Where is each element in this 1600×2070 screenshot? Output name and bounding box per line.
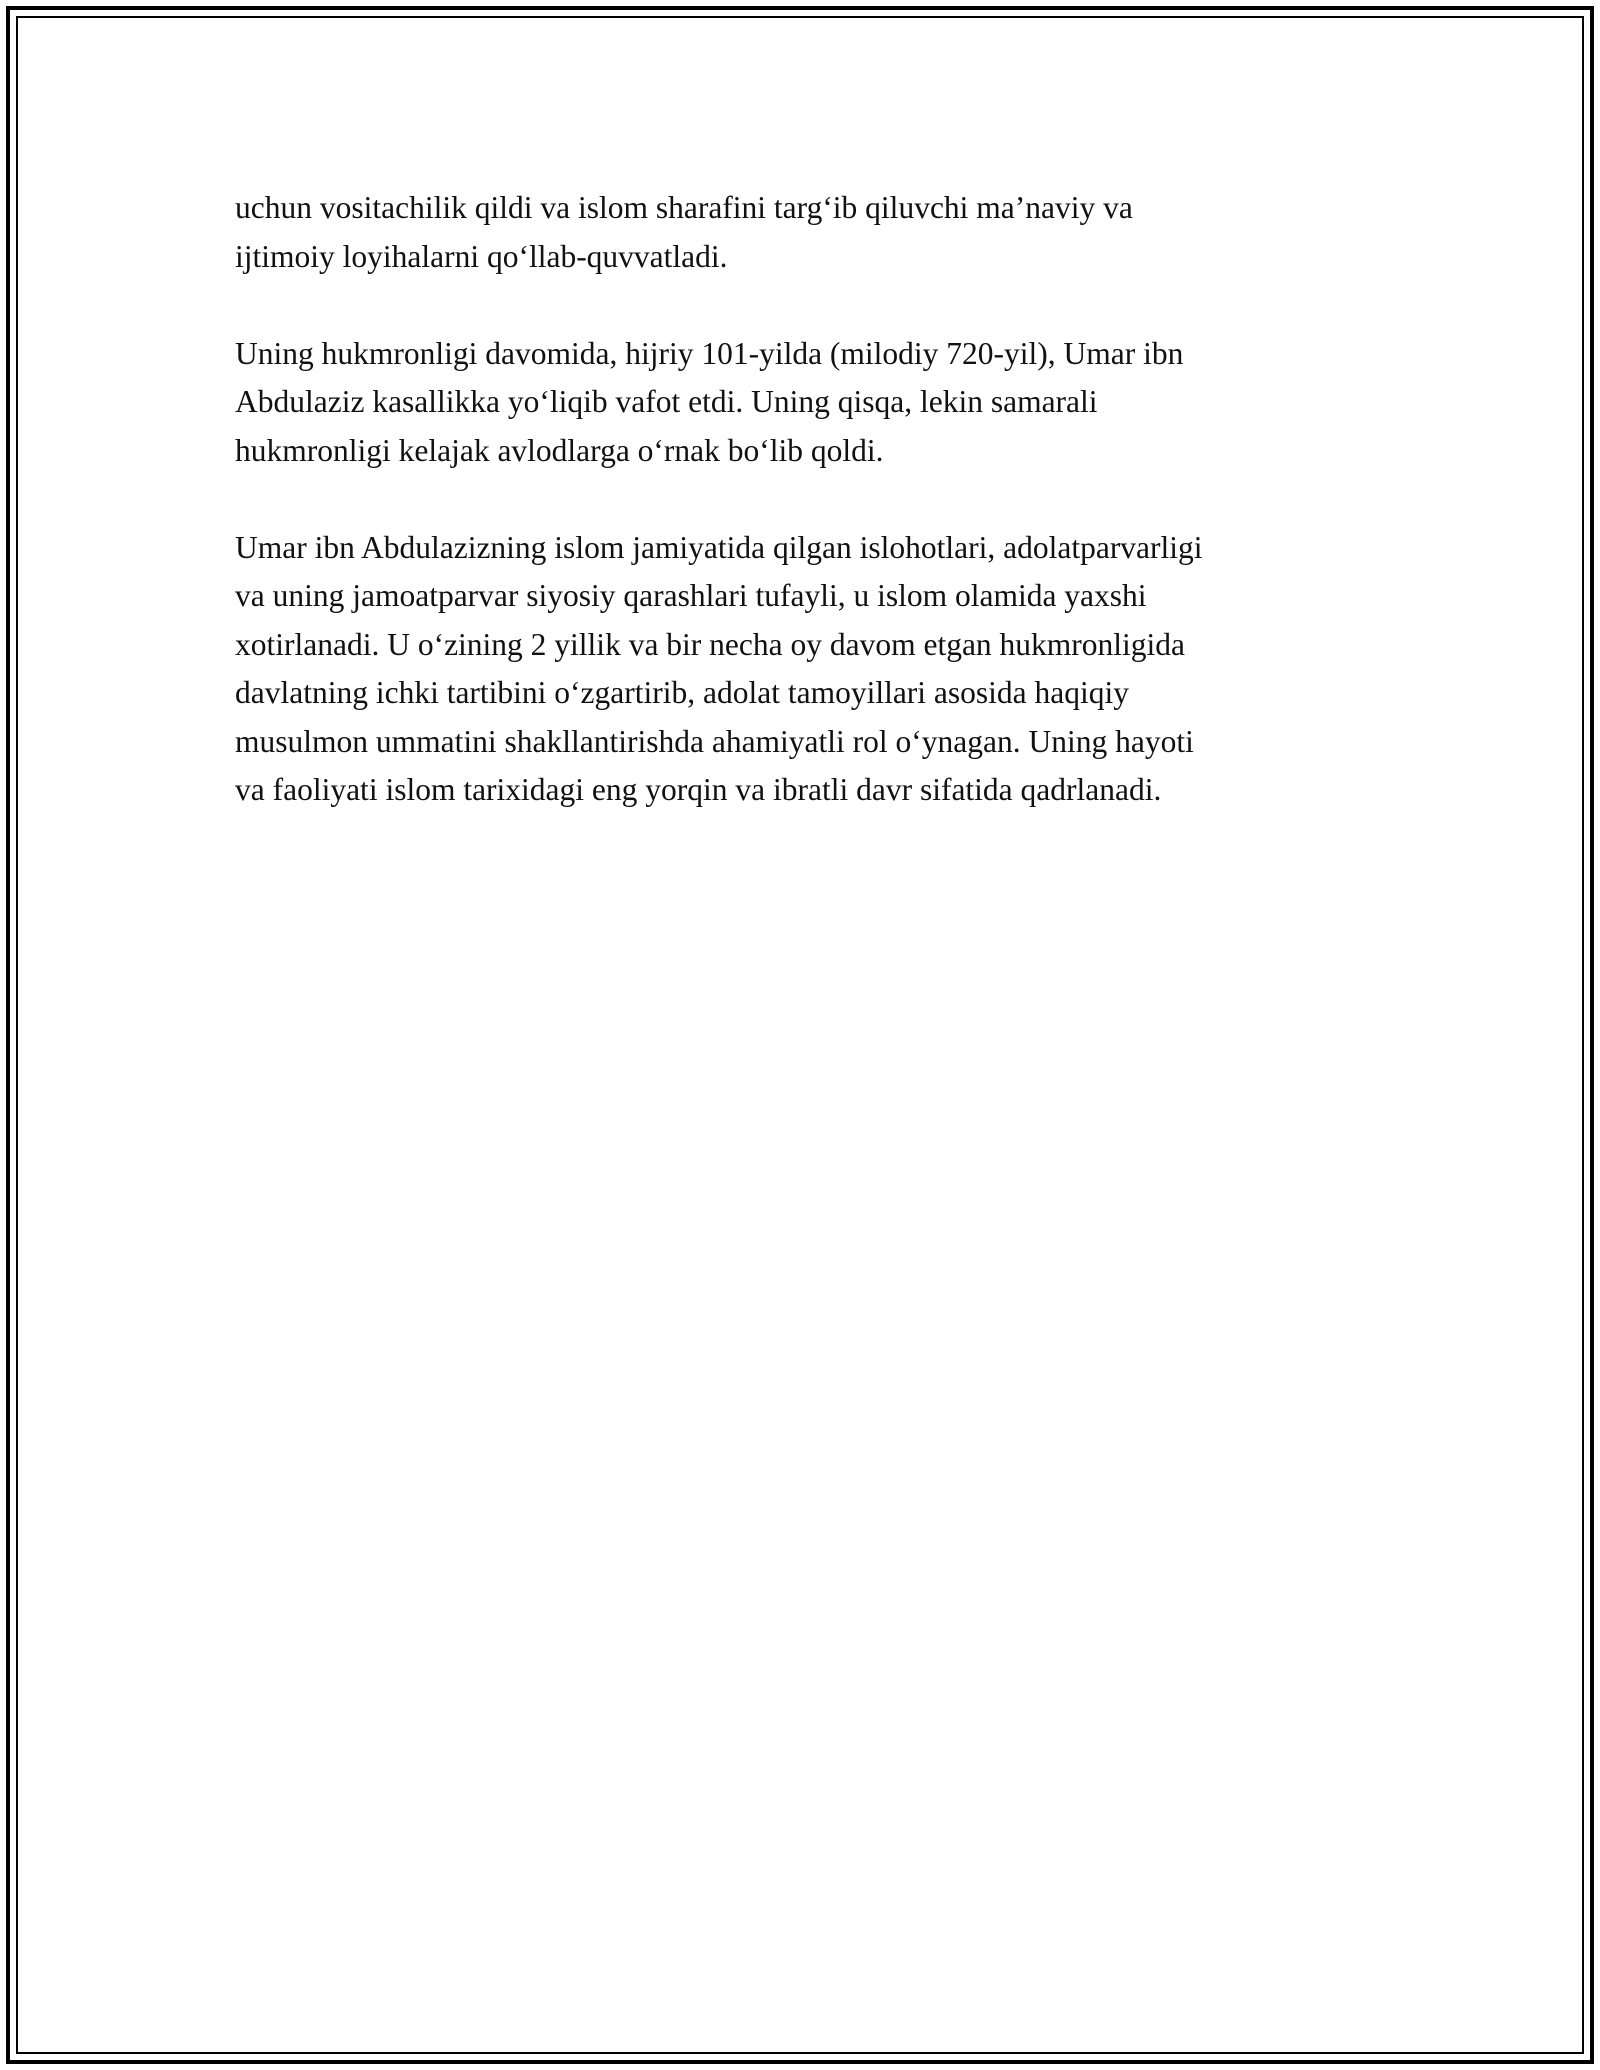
- paragraph-3: Umar ibn Abdulazizning islom jamiyatida qilgan islohotlari, adolatparvarligi va uning jamoatparvar siyosiy qarashlari tufayli, u islom olamida yaxshi xotirlanadi. U o‘zining 2 yillik va bir necha oy davom etgan hukmronligida davlatning ichki tartibini o‘zgartirib, adolat tamoyillari asosida haqiqiy musulmon ummatini shakllantirishda ahamiyatli rol o‘ynagan. Uning hayoti va faoliyati islom tarixidagi eng yorqin va ibratli davr sifatida qadrlanadi.: [235, 529, 1203, 807]
- document-body: [235, 184, 1395, 863]
- paragraph-2: Uning hukmronligi davomida, hijriy 101-yilda (milodiy 720-yil), Umar ibn Abdulaziz kasallikka yo‘liqib vafot etdi. Uning qisqa, lekin samarali hukmronligi kelajak avlodlarga o‘rnak bo‘lib qoldi.: [235, 335, 1184, 468]
- paragraph-1: uchun vositachilik qildi va islom sharafini targ‘ib qiluvchi ma’naviy va ijtimoiy loyihalarni qo‘llab-quvvatladi.: [235, 190, 1133, 274]
